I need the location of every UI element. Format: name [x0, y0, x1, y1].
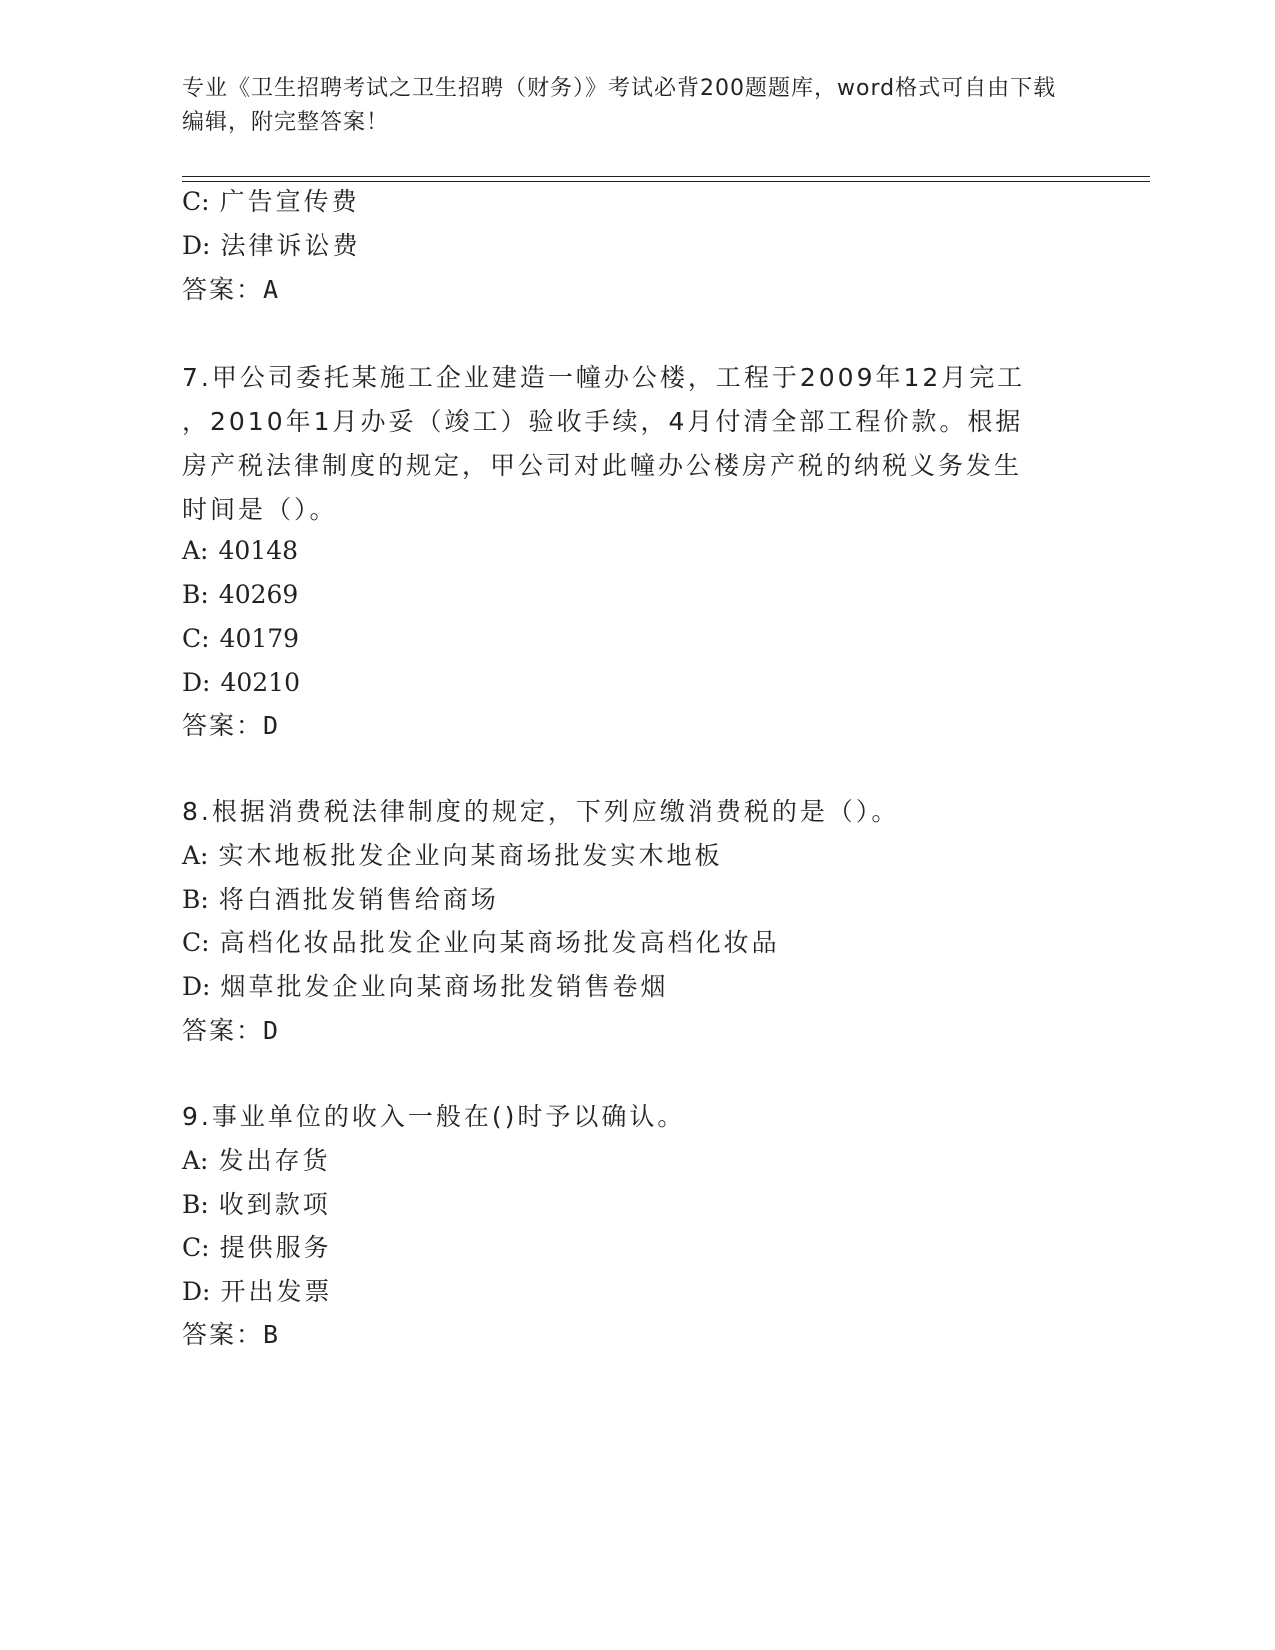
q8-option-a: A: 实木地板批发企业向某商场批发实木地板 [182, 841, 723, 870]
q7-stem-line-2: ，2010年1月办妥（竣工）验收手续，4月付清全部工程价款。根据 [182, 407, 1024, 436]
q6-option-d: D: 法律诉讼费 [182, 231, 361, 260]
header-rule-top [182, 176, 1150, 177]
q8-option-d: D: 烟草批发企业向某商场批发销售卷烟 [182, 972, 669, 1001]
header-rule-bottom [182, 181, 1150, 182]
q6-option-c: C: 广告宣传费 [182, 187, 360, 216]
q9-option-c: C: 提供服务 [182, 1233, 332, 1262]
q9-stem: 9.事业单位的收入一般在()时予以确认。 [182, 1102, 686, 1131]
q8-answer: 答案：D [182, 1016, 281, 1045]
q7-option-c: C: 40179 [182, 624, 300, 653]
q7-stem [182, 356, 1062, 532]
q8-option-b: B: 将白酒批发销售给商场 [182, 885, 499, 914]
q8-stem: 8.根据消费税法律制度的规定，下列应缴消费税的是（）。 [182, 797, 900, 826]
q7-option-b: B: 40269 [182, 580, 299, 609]
q7-stem-line-3: 房产税法律制度的规定，甲公司对此幢办公楼房产税的纳税义务发生 [182, 451, 1023, 480]
q6-answer: 答案：A [182, 275, 281, 304]
q7-option-a: A: 40148 [182, 536, 299, 565]
q9-option-b: B: 收到款项 [182, 1190, 331, 1219]
q9-answer: 答案：B [182, 1320, 281, 1349]
q7-answer: 答案：D [182, 711, 281, 740]
q8-option-c: C: 高档化妆品批发企业向某商场批发高档化妆品 [182, 928, 780, 957]
q7-stem-line-4: 时间是（）。 [182, 495, 338, 524]
q7-option-d: D: 40210 [182, 668, 300, 697]
q9-option-d: D: 开出发票 [182, 1277, 333, 1306]
page-header: 专业《卫生招聘考试之卫生招聘（财务）》考试必背200题题库，word格式可自由下载编辑，附完整答案！ [182, 76, 1057, 135]
q7-stem-line-1: 7.甲公司委托某施工企业建造一幢办公楼，工程于2009年12月完工 [182, 363, 1026, 392]
q9-option-a: A: 发出存货 [182, 1146, 331, 1175]
